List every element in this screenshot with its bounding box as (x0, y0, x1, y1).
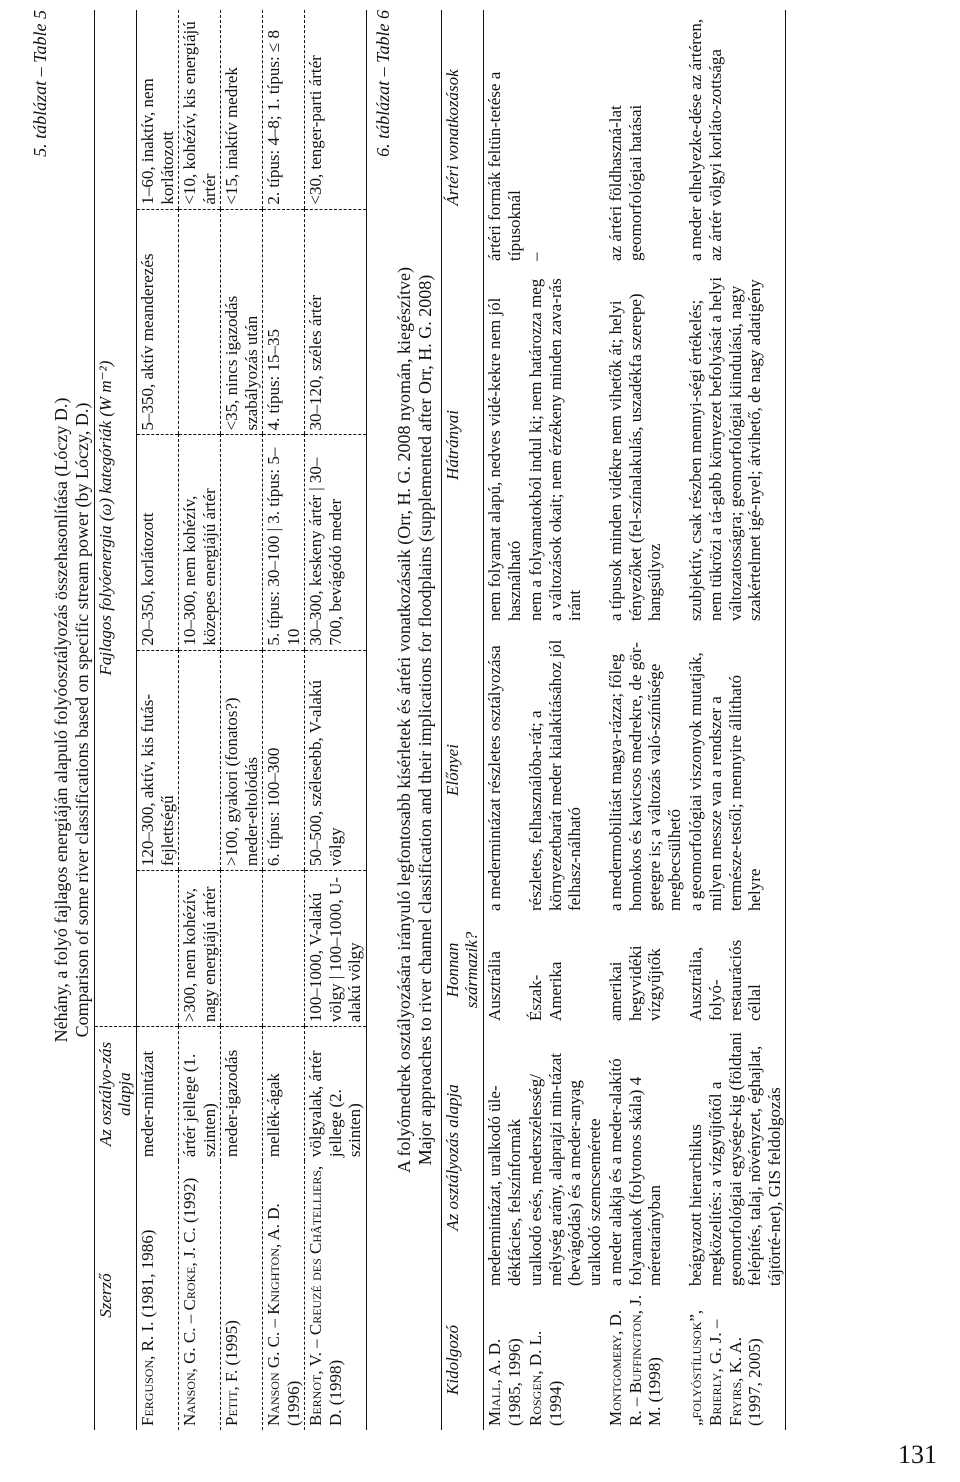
t5-header-basis: Az osztályo-zás alapja (94, 1027, 136, 1161)
t6-header-author: Kidolgozó (441, 1290, 483, 1430)
table6-row (525, 10, 605, 1430)
page-number: 131 (898, 1440, 937, 1469)
t6-header-cons: Hátrányai (441, 265, 483, 625)
t6-header-basis: Az osztályozás alapja (441, 1025, 483, 1290)
table5 (94, 10, 367, 1430)
t5-cell-c2: 120–300, aktív, kis futás-fejlettségű (136, 650, 178, 871)
t5-cell-c4: 30–120, széles ártér (305, 209, 367, 435)
t6-cell-origin: Ausztrália (484, 951, 504, 1021)
t5-cell-c5: <10, kohézív, kis energiájú ártér (179, 10, 221, 209)
t5-cell-basis: mellék-ágak (263, 1027, 305, 1161)
table6-caption-hu: A folyómedrek osztályozására irányuló legfontosabb kísérletek és ártéri vonatkozásaik (Orr, H. G. 2008 nyomán, kiegészítve) (393, 267, 414, 1173)
table6-caption-en: Major approaches to river channel classification and their implications for floodplains (supplemented after Orr, H. G. 2008) (415, 274, 436, 1166)
t6-cell-floodplain: az ártéri földhaszná-lat geomorfológiai hatásai (606, 104, 645, 261)
t6-cell-author: Miall, A. D. (1985, 1996) (484, 1338, 524, 1426)
rotated-landscape-content (30, 10, 930, 1430)
t5-cell-author: Nanson, G. C. – Croke, J. C. (1992) (179, 1161, 221, 1430)
table6-label: 6. táblázat – Table 6 (372, 10, 393, 157)
t5-cell-author: Ferguson, R. I. (1981, 1986) (136, 1161, 178, 1430)
table5-row (305, 10, 367, 1430)
t5-cell-basis: ártér jellege (1. szinten) (179, 1027, 221, 1161)
t6-header-origin: Honnan származik? (441, 915, 483, 1025)
t6-cell-floodplain: a meder elhelyezke-dése az ártéren, az ártér völgyi korláto-zottsága (686, 18, 725, 261)
t5-cell-c2: 50–500, szélesebb, V-alakú völgy (305, 650, 367, 871)
t6-cell-cons: a típusok minden vidékre nem vihetők át; helyi tényezőket (fel-színalakulás, uszadékfa szerepe) hangsúlyoz (606, 293, 665, 621)
table5-label: 5. táblázat – Table 5 (30, 10, 50, 157)
table6-row (483, 10, 525, 1430)
t5-cell-c3 (221, 435, 263, 650)
table6-row (605, 10, 685, 1430)
t5-cell-c5: 2. típus: 4–8; 1. típus: ≤ 8 (263, 10, 305, 209)
t6-cell-basis: uralkodó esés, mederszélesség/ mélység arány, alaprajzi min-tázat (bevágódás) és a meder-anyag uralkodó szemcsemérete (526, 1052, 604, 1286)
t5-cell-c4: 4. típus: 15–35 (263, 209, 305, 435)
t6-cell-author: Montgomery, D. R. – Buffington, J. M. (1998) (606, 1294, 665, 1426)
t5-cell-author: Nanson G. C. – Knighton, A. D. (1996) (263, 1161, 305, 1430)
t5-cell-c2 (179, 650, 221, 871)
t6-cell-cons: nem folyamat alapú, nedves vidé-kekre nem jól használható (484, 297, 524, 621)
table5-caption-hu: Néhány, a folyó fajlagos energiáján alapuló folyóosztályozás összehasonlítása (Lóczy D.) (50, 397, 71, 1043)
t5-cell-c1 (221, 871, 263, 1027)
t6-cell-floodplain: – (526, 252, 546, 261)
t5-cell-c5: <15, inaktív medrek (221, 10, 263, 209)
table5-row (136, 10, 178, 1430)
t5-cell-c3: 10–300, nem kohézív, közepes energiájú ártér (179, 435, 221, 650)
t5-cell-basis: völgyalak, ártér jellege (2. szinten) (305, 1027, 367, 1161)
t5-cell-c1 (136, 871, 178, 1027)
t6-cell-pros: részletes, felhasználóba-rát; a környezetbarát meder kialakításához jól felhasz-nálható (526, 639, 585, 911)
t5-cell-c4: 5–350, aktív meanderezés (136, 209, 178, 435)
t5-cell-basis: meder-mintázat (136, 1027, 178, 1161)
t6-cell-origin: Észak-Amerika (526, 961, 565, 1021)
t6-cell-author: Rosgen, D. L. (1994) (526, 1330, 565, 1426)
table5-caption-en: Comparison of some river classifications based on specific stream power (by Lóczy, D.) (72, 402, 93, 1038)
t5-cell-c3: 30–300, keskeny ártér | 30–700, bevágódó meder (305, 435, 367, 650)
t5-cell-c3: 20–350, korlátozott (136, 435, 178, 650)
table5-row (221, 10, 263, 1430)
t6-cell-origin: Ausztrália, folyó-restaurációs céllal (686, 939, 765, 1021)
t6-header-floodplain: Ártéri vonatkozások (441, 10, 483, 265)
t6-cell-pros: a medermobilitást magya-rázza; főleg homokos és kavicsos medrekre, de gör-getegre is; a változás való-színűsége megbecsülhető (606, 642, 684, 911)
t5-cell-c3: 5. típus: 30–100 | 3. típus: 5–10 (263, 435, 305, 650)
t6-cell-cons: nem a folyamatokból indul ki; nem határozza meg a változások okait; nem érzékeny minden zava-rás iránt (526, 278, 585, 621)
t5-cell-c1: 100–1000, V-alakú völgy | 100–1000, U-alakú völgy (305, 871, 367, 1027)
table5-row (179, 10, 221, 1430)
t5-header-author: Szerző (94, 1161, 136, 1430)
table6-block (373, 10, 786, 1430)
table6-body (483, 10, 785, 1430)
table6 (441, 10, 786, 1430)
t5-cell-c1 (263, 871, 305, 1027)
t6-cell-basis: beágyazott hierarchikus megközelítés: a vízgyűjtőtől a geomorfológiai egysége-kig (földtani felépítés, talaj, növényzet, éghajlat, tájtörté-net), GIS feldolgozás (686, 1032, 784, 1286)
t6-cell-basis: medermintázat, uralkodó üle-dékfácies, felszínformák (484, 1085, 524, 1286)
t6-cell-cons: szubjektív, csak részben mennyi-ségi értékelés; nem tükrözi a tá-gabb környezet befolyását a helyi változatosságra; geomorfológiai kiindulású, nagy szakértelmet igé-nyel; átvihető, de nagy adatigény (686, 276, 765, 621)
t6-cell-origin: amerikai hegyvidéki vízgyűjtők (606, 945, 665, 1021)
t5-cell-c5: 1–60, inaktív, nem korlátozott (136, 10, 178, 209)
table5-body (136, 10, 366, 1430)
table5-row (263, 10, 305, 1430)
t5-cell-author: Bernot, V. – Creuzé des Châtelliers, D. (1998) (305, 1161, 367, 1430)
t5-header-energy: Fajlagos folyóenergia (ω) kategóriák (W m⁻²) (94, 10, 136, 1027)
t5-cell-author: Petit, F. (1995) (221, 1161, 263, 1430)
t5-cell-c4: <35, nincs igazodás szabályozás után (221, 209, 263, 435)
t6-cell-author: „folyóstílusok”, Brierly, G. J. – Fryirs, K. A. (1997, 2005) (686, 1309, 765, 1426)
t5-cell-c4 (179, 209, 221, 435)
t5-cell-c1: >300, nem kohézív, nagy energiájú ártér (179, 871, 221, 1027)
t5-cell-c2: >100, gyakori (fonatos?) meder-eltolódás (221, 650, 263, 871)
t6-cell-floodplain: ártéri formák feltün-tetése a típusoknál (484, 71, 524, 261)
t6-header-pros: Előnyei (441, 625, 483, 915)
t6-cell-basis: a meder alakja és a meder-alakító folyamatok (folytonos skála) 4 méretarányban (606, 1058, 665, 1286)
t5-cell-c5: <30, tenger-parti ártér (305, 10, 367, 209)
t5-cell-basis: meder-igazodás (221, 1027, 263, 1161)
table5-block (30, 10, 367, 1430)
t6-cell-pros: a geomorfológiai viszonyok mutatják, milyen messze van a rendszer a természe-testől; mennyire állítható helyre (686, 652, 765, 911)
t5-cell-c2: 6. típus: 100–300 (263, 650, 305, 871)
table6-row (685, 10, 785, 1430)
t6-cell-pros: a medermintázat részletes osztályozása (484, 645, 504, 911)
